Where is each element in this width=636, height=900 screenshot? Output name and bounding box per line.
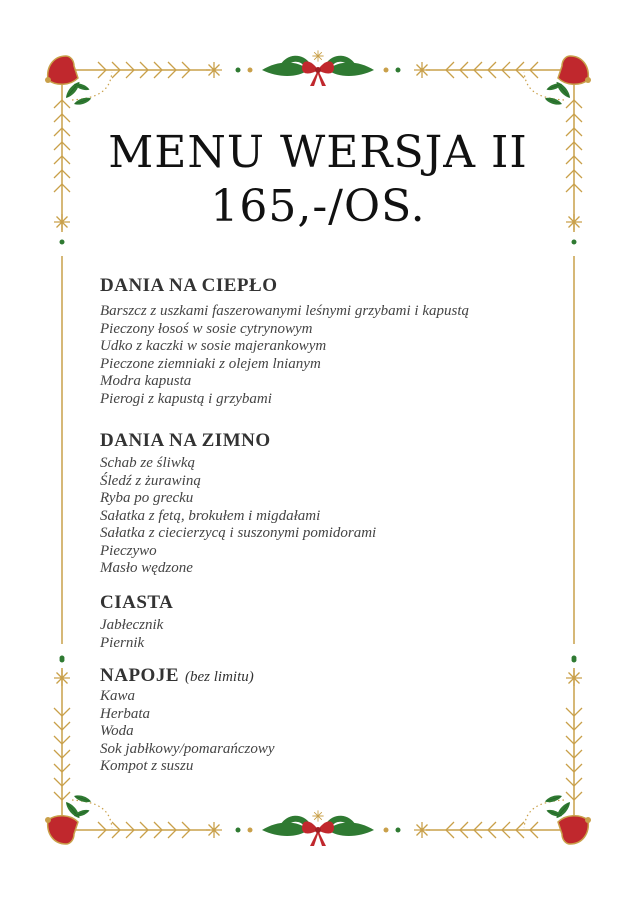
list-item: Pieczony łosoś w sosie cytrynowym: [100, 320, 313, 337]
section-heading-hot-dishes: [100, 275, 277, 297]
hot-dishes-list: [100, 303, 469, 408]
list-item: Sok jabłkowy/pomarańczowy: [100, 740, 275, 757]
list-item: Woda: [100, 723, 134, 739]
cold-dishes-list: [100, 455, 376, 578]
list-item: Sałatka z fetą, brokułem i migdałami: [100, 507, 321, 524]
list-item: Udko z kaczki w sosie majerankowym: [100, 338, 327, 354]
page-title: MENU WERSJA II: [108, 127, 528, 178]
list-item: Pieczone ziemniaki z olejem lnianym: [100, 355, 321, 372]
list-item: Kompot z suszu: [100, 758, 194, 774]
list-item: Śledź z żurawiną: [100, 472, 201, 489]
list-item: Pieczywo: [100, 542, 157, 559]
cakes-list: [100, 617, 163, 652]
list-item: Pierogi z kapustą i grzybami: [100, 390, 272, 407]
list-item: Modra kapusta: [100, 373, 192, 389]
section-heading-text: CIASTA: [100, 592, 174, 613]
bow-icon: [248, 50, 389, 86]
list-item: Piernik: [100, 634, 145, 651]
list-item: Schab ze śliwką: [100, 455, 195, 471]
list-item: Kawa: [100, 688, 136, 704]
section-heading-text: DANIA NA CIEPŁO: [100, 275, 278, 296]
unlimited-note: (bez limitu): [185, 669, 254, 685]
bow-icon: [248, 810, 389, 846]
list-item: Masło wędzone: [100, 560, 193, 576]
price-per-person: 165,-/OS.: [210, 181, 426, 232]
list-item: Barszcz z uszkami faszerowanymi leśnymi grzybami i kapustą: [100, 303, 470, 319]
section-heading-text: DANIA NA ZIMNO: [100, 430, 271, 451]
list-item: Jabłecznik: [100, 617, 164, 633]
section-heading-cold-dishes: [100, 430, 271, 452]
list-item: Sałatka z ciecierzycą i suszonymi pomidorami: [100, 525, 377, 541]
list-item: Herbata: [100, 705, 150, 722]
section-heading-cakes: [100, 592, 173, 614]
section-heading-drinks: [100, 665, 254, 687]
list-item: Ryba po grecku: [100, 490, 194, 506]
corner-ornament-bottom-right: [396, 656, 592, 845]
drinks-list: [100, 688, 275, 776]
section-heading-text: NAPOJE: [100, 665, 179, 686]
